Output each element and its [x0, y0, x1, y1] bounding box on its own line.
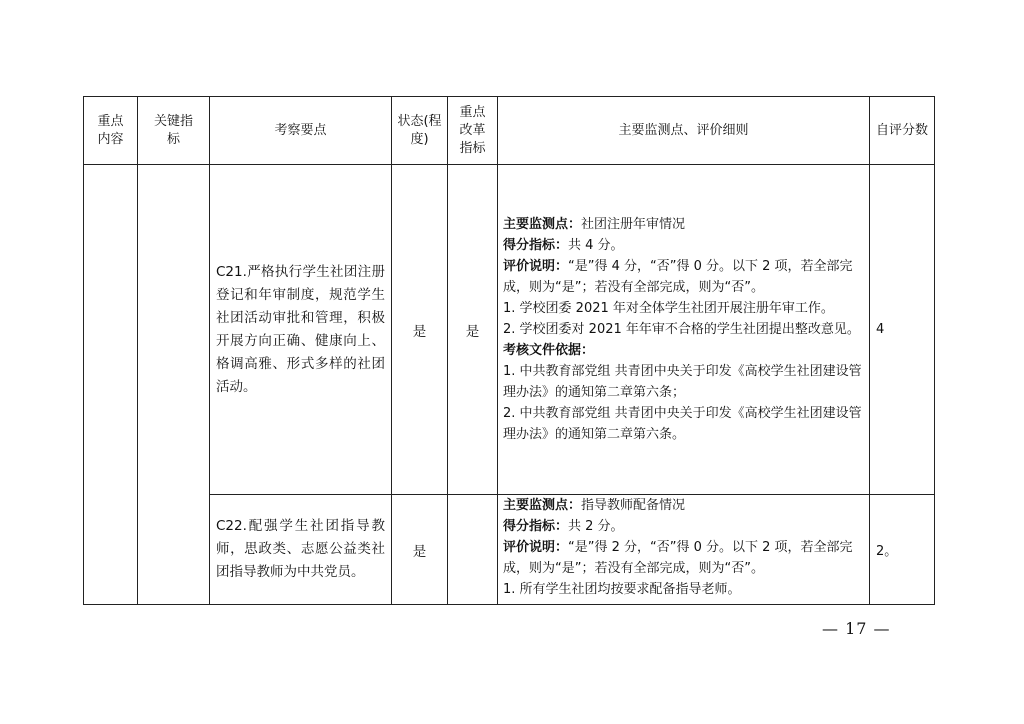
inspection-point-c21: C21.严格执行学生社团注册登记和年审制度，规范学生社团活动审批和管理，积极开展方向正确、健康向上、格调高雅、形式多样的社团活动。 [210, 165, 392, 495]
eval-line: 评价说明：“是”得 2 分，“否”得 0 分。以下 2 项，若全部完成，则为“是”；若没有全部完成，则为“否”。 [503, 540, 853, 576]
self-score-cell: 2。 [870, 495, 935, 605]
monitoring-detail-c22 [498, 495, 870, 605]
header-focus-content: 重点内容 [84, 97, 138, 165]
header-row [84, 97, 935, 165]
header-monitoring: 主要监测点、评价细则 [498, 97, 870, 165]
table-row [84, 495, 935, 605]
header-status: 状态(程度) [392, 97, 448, 165]
monitoring-detail-c21 [498, 165, 870, 495]
basis-item: 1. 中共教育部党组 共青团中央关于印发《高校学生社团建设管理办法》的通知第二章第六条； [503, 364, 862, 400]
self-score-cell: 4 [870, 165, 935, 495]
list-item: 1. 所有学生社团均按要求配备指导老师。 [503, 582, 741, 597]
table-row [84, 165, 935, 495]
header-key-reform: 重点改革指标 [448, 97, 498, 165]
key-reform-cell: 是 [448, 165, 498, 495]
page-number: — 17 — [822, 619, 891, 638]
inspection-point-c22: C22.配强学生社团指导教师，思政类、志愿公益类社团指导教师为中共党员。 [210, 495, 392, 605]
score-line: 得分指标：共 2 分。 [503, 519, 624, 534]
monitor-line: 主要监测点：指导教师配备情况 [503, 498, 686, 513]
focus-content-cell [84, 165, 138, 605]
list-item: 1. 学校团委 2021 年对全体学生社团开展注册年审工作。 [503, 301, 834, 316]
header-key-indicator: 关键指标 [138, 97, 210, 165]
key-reform-cell [448, 495, 498, 605]
basis-label: 考核文件依据： [503, 343, 595, 358]
monitor-line: 主要监测点：社团注册年审情况 [503, 217, 686, 232]
status-cell: 是 [392, 165, 448, 495]
evaluation-table [83, 96, 935, 605]
list-item: 2. 学校团委对 2021 年年审不合格的学生社团提出整改意见。 [503, 322, 860, 337]
key-indicator-cell [138, 165, 210, 605]
score-line: 得分指标：共 4 分。 [503, 238, 624, 253]
header-inspection-points: 考察要点 [210, 97, 392, 165]
header-self-score: 自评分数 [870, 97, 935, 165]
status-cell: 是 [392, 495, 448, 605]
eval-line: 评价说明：“是”得 4 分，“否”得 0 分。以下 2 项，若全部完成，则为“是”；若没有全部完成，则为“否”。 [503, 259, 853, 295]
basis-item: 2. 中共教育部党组 共青团中央关于印发《高校学生社团建设管理办法》的通知第二章第六条。 [503, 406, 862, 442]
